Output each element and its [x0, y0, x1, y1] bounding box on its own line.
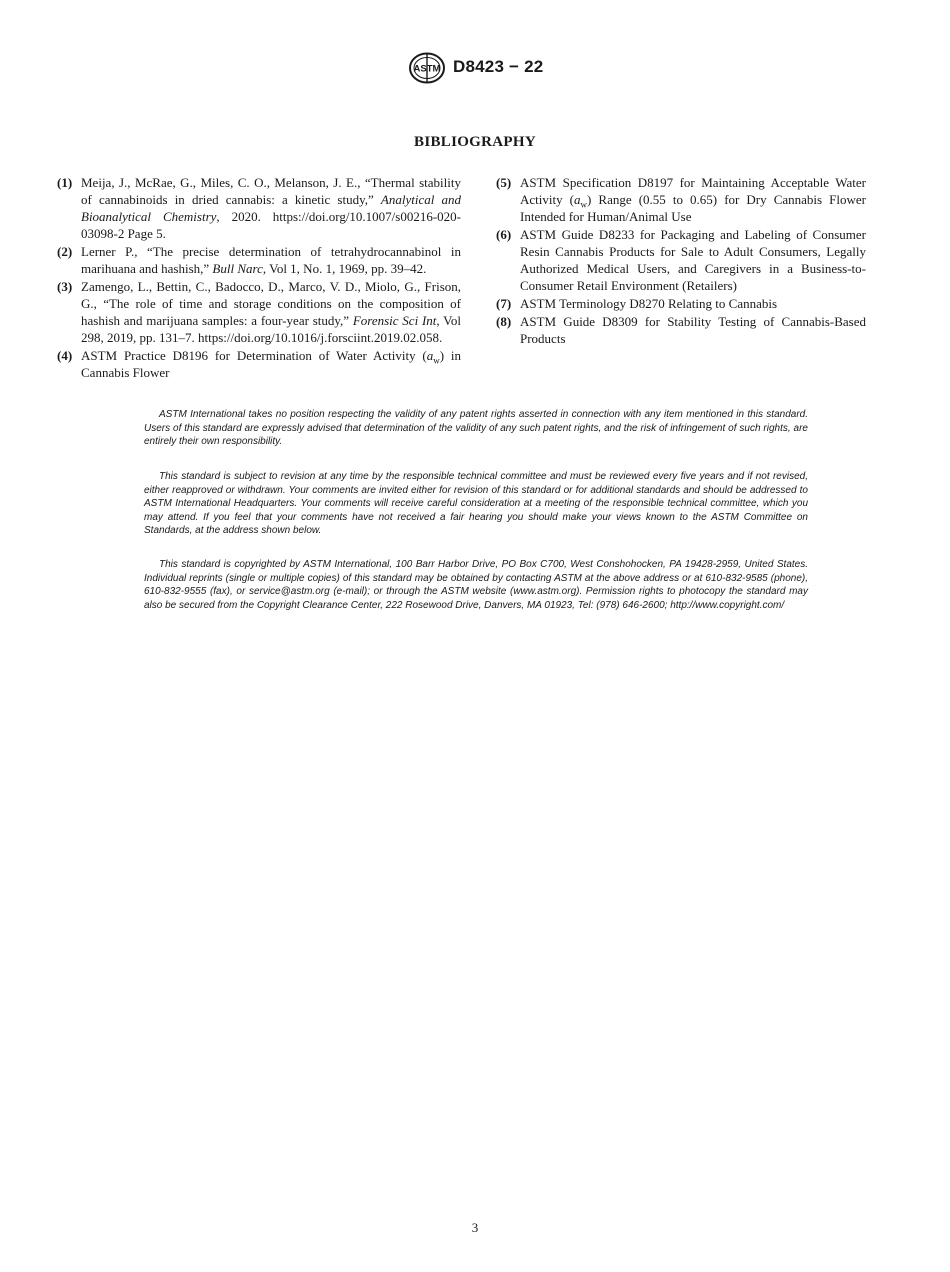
reference-text: Meija, J., McRae, G., Miles, C. O., Melanson, J. E., “Thermal stability of cannabinoids in dried cannabis: a kinetic study,” — [81, 175, 461, 207]
reference-text: Zamengo, L., Bettin, C., Badocco, D., Marco, V. D., Miolo, G., Frison, G., “The role of time and storage conditions on the composition of hashish and marijuana samples: a four-year study,” — [81, 279, 461, 328]
page-number: 3 — [471, 1220, 479, 1235]
reference-item — [57, 174, 461, 242]
reference-number: ( 7 ) — [496, 295, 511, 312]
reference-item — [496, 313, 866, 347]
reference-text-continued: ) Range (0.55 to 0.65) for Dry Cannabis Flower Intended for Human/Animal Use — [520, 192, 866, 224]
reference-text: ASTM Terminology D8270 Relating to Cannabis — [520, 296, 778, 311]
astm-logo-icon — [408, 52, 446, 84]
revision-notice — [144, 470, 808, 538]
reference-item — [57, 278, 461, 346]
reference-subscript: w — [580, 199, 588, 210]
reference-number: ( 6 ) — [496, 226, 511, 243]
reference-item — [57, 243, 461, 277]
reference-italic-text: a — [574, 192, 581, 207]
bibliography-right-column — [496, 174, 866, 348]
reference-number: ( 1 ) — [57, 174, 72, 191]
reference-text-continued: ) in Cannabis Flower — [81, 348, 461, 380]
standard-designation: D8423 − 22 — [453, 57, 544, 76]
logo-text: ASTM — [413, 63, 441, 75]
copyright-notice — [144, 558, 808, 612]
reference-number: ( 2 ) — [57, 243, 72, 260]
reference-italic-text: Analytical and Bioanalytical Chemistry — [81, 192, 461, 224]
reference-number: ( 3 ) — [57, 278, 72, 295]
reference-text: ASTM Guide D8309 for Stability Testing of Cannabis-Based Products — [520, 314, 866, 346]
reference-text: ASTM Practice D8196 for Determination of Water Activity ( — [81, 348, 427, 363]
reference-item — [496, 295, 866, 312]
reference-text: ASTM Specification D8197 for Maintaining Acceptable Water Activity ( — [520, 175, 866, 207]
reference-text-continued: , Vol 1, No. 1, 1969, pp. 39–42. — [262, 261, 427, 276]
reference-number: ( 4 ) — [57, 347, 72, 364]
reference-item — [57, 347, 461, 381]
reference-subscript: w — [433, 355, 440, 366]
reference-text: ASTM Guide D8233 for Packaging and Labeling of Consumer Resin Cannabis Products for Sale to Adult Consumers, Legally Authorized Medical Users, and Caregivers in a Business-to-Consumer Retail Environment (Retailers) — [520, 227, 866, 293]
reference-number: ( 5 ) — [496, 174, 511, 191]
reference-number: ( 8 ) — [496, 313, 511, 330]
bibliography-title: BIBLIOGRAPHY — [414, 134, 536, 150]
reference-italic-text: Forensic Sci Int — [352, 313, 437, 328]
revision-notice-text: This standard is subject to revision at any time by the responsible technical committee and must be reviewed every five years and if not revised, either reapproved or withdrawn. Your comments are invited either for revision of this standard or for additional standards and should be addressed to ASTM International Headquarters. Your comments will receive careful consideration at a meeting of the responsible technical committee, which you may attend. If you feel that your comments have not received a fair hearing you should make your views known to the ASTM Committee on Standards, at the address shown below. — [144, 471, 808, 536]
reference-item — [496, 174, 866, 225]
reference-italic-text: Bull Narc — [212, 261, 263, 276]
reference-text: Lerner P., “The precise determination of tetrahydrocannabinol in marihuana and hashish,” — [81, 244, 461, 276]
patent-notice — [144, 408, 808, 449]
reference-text-continued: , 2020. https://doi.org/10.1007/s00216-020-03098-2 Page 5. — [81, 209, 462, 241]
copyright-notice-text: This standard is copyrighted by ASTM International, 100 Barr Harbor Drive, PO Box C700, West Conshohocken, PA 19428-2959, United States. Individual reprints (single or multiple copies) of this standard may be obtained by contacting ASTM at the above address or at 610-832-9585 (phone), 610-832-9555 (fax), or service@astm.org (e-mail); or through the ASTM website (www.astm.org). Permission rights to photocopy the standard may also be secured from the Copyright Clearance Center, 222 Rosewood Drive, Danvers, MA 01923, Tel: (978) 646-2600; http://www.copyright.com/ — [144, 559, 808, 611]
reference-text-continued: , Vol 298, 2019, pp. 131–7. https://doi.org/10.1016/j.forsciint.2019.02.058. — [81, 313, 462, 345]
bibliography-left-column — [57, 174, 461, 382]
patent-notice-text: ASTM International takes no position respecting the validity of any patent rights asserted in connection with any item mentioned in this standard. Users of this standard are expressly advised that determination of the validity of any such patent rights, and the risk of infringement of such rights, are entirely their own responsibility. — [144, 409, 808, 447]
reference-item — [496, 226, 866, 294]
reference-italic-text: a — [426, 348, 434, 363]
page-header — [0, 52, 950, 84]
